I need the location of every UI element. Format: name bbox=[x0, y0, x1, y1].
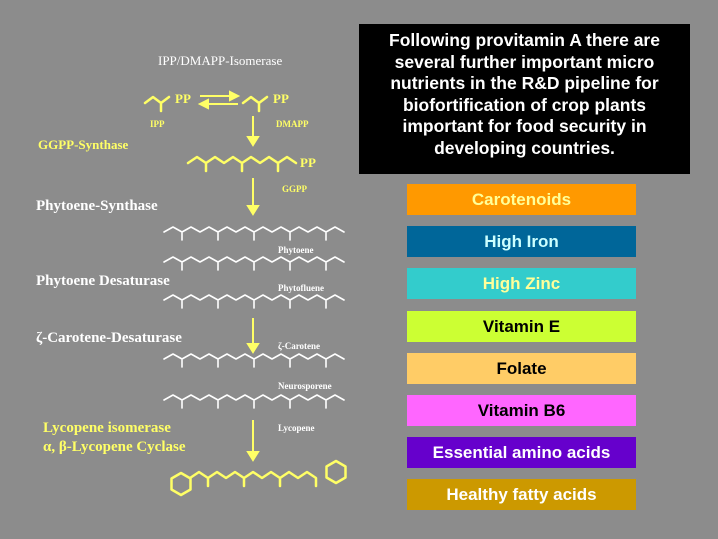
dmapp-molecule bbox=[243, 97, 267, 111]
carotene-desaturase-label: ζ-Carotene-Desaturase bbox=[36, 330, 182, 346]
lycopene-isomerase-label: Lycopene isomerase bbox=[43, 420, 171, 436]
nutrient-carotenoids: Carotenoids bbox=[407, 184, 636, 215]
nutrient-vitamin-b6: Vitamin B6 bbox=[407, 395, 636, 426]
lycopene-label: Lycopene bbox=[278, 423, 315, 433]
lycopene-cyclase-arrow bbox=[248, 420, 258, 460]
ggpp-molecule bbox=[188, 157, 296, 171]
nutrient-vitamin-e: Vitamin E bbox=[407, 311, 636, 342]
beta-ring-left bbox=[172, 473, 191, 495]
isomerase-reverse-arrow bbox=[200, 100, 238, 108]
dmapp-label: DMAPP bbox=[276, 119, 309, 129]
carotene-chain-3 bbox=[164, 295, 344, 308]
carotene-chain-4 bbox=[164, 354, 344, 367]
nutrient-folate: Folate bbox=[407, 353, 636, 384]
cyclic-carotenoid-chain bbox=[190, 472, 316, 486]
ggpp-pp-label: PP bbox=[300, 155, 316, 170]
phytofluene-label: Phytofluene bbox=[278, 283, 324, 293]
info-box: Following provitamin A there are several further important micro nutrients in the R&D pipeline for biofortification of crop plants important for food security in developing countries. bbox=[359, 24, 690, 174]
nutrient-high-zinc: High Zinc bbox=[407, 268, 636, 299]
carotene-desaturase-arrow bbox=[248, 318, 258, 352]
ipp-molecule bbox=[145, 97, 169, 111]
isomerase-enzyme-label: IPP/DMAPP-Isomerase bbox=[158, 53, 283, 68]
carotene-chain-1 bbox=[164, 227, 344, 240]
phytoene-synthase-arrow bbox=[248, 178, 258, 214]
ipp-pp-label: PP bbox=[175, 91, 191, 106]
ggpp-synthase-arrow bbox=[248, 116, 258, 145]
ggpp-label: GGPP bbox=[282, 184, 307, 194]
phytoene-label: Phytoene bbox=[278, 245, 314, 255]
dmapp-pp-label: PP bbox=[273, 91, 289, 106]
epsilon-ring-right bbox=[327, 461, 346, 483]
isomerase-forward-arrow bbox=[200, 92, 238, 100]
carotene-chain-5 bbox=[164, 395, 344, 408]
ipp-label: IPP bbox=[150, 119, 165, 129]
phytoene-synthase-label: Phytoene-Synthase bbox=[36, 198, 158, 214]
nutrient-high-iron: High Iron bbox=[407, 226, 636, 257]
neurosporene-label: Neurosporene bbox=[278, 381, 332, 391]
carotene-chain-2 bbox=[164, 257, 344, 270]
ggpp-synthase-label: GGPP-Synthase bbox=[38, 137, 129, 152]
phytoene-desaturase-label: Phytoene Desaturase bbox=[36, 273, 170, 289]
nutrient-healthy-fatty-acids: Healthy fatty acids bbox=[407, 479, 636, 510]
zeta-carotene-label: ζ-Carotene bbox=[278, 341, 321, 351]
lycopene-cyclase-label: α, β-Lycopene Cyclase bbox=[43, 439, 186, 455]
nutrient-essential-amino-acids: Essential amino acids bbox=[407, 437, 636, 468]
